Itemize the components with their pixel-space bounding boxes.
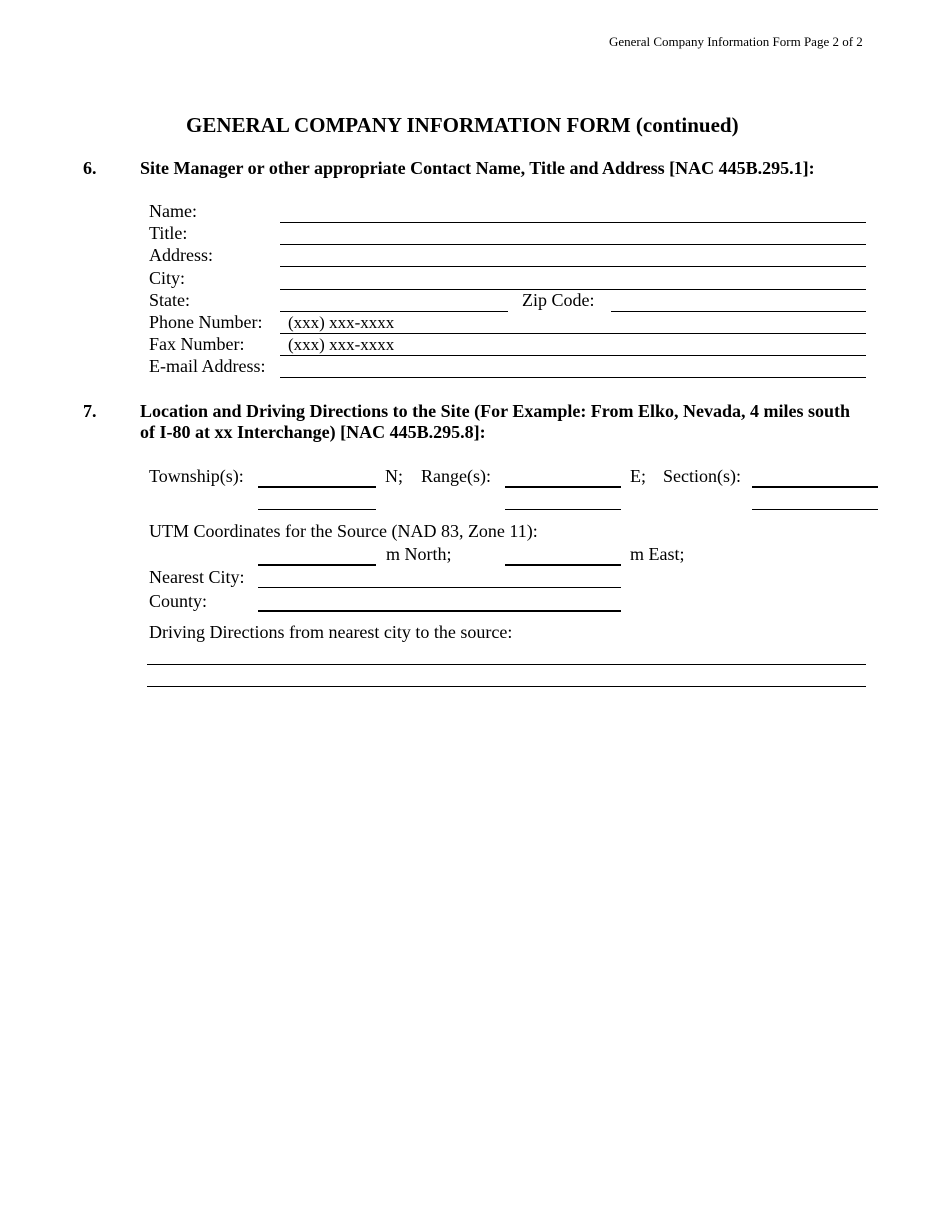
township-label: Township(s): [149,466,244,486]
title-field[interactable] [280,244,866,245]
name-field[interactable] [280,222,866,223]
county-field[interactable] [258,610,621,612]
phone-number-underline [280,333,866,334]
nearest-city-label: Nearest City: [149,567,245,587]
city-label: City: [149,268,186,288]
state-label: State: [149,290,190,310]
driving-directions-line-1[interactable] [147,664,866,665]
section-field[interactable] [752,486,878,488]
east-suffix: E; [630,466,646,486]
name-label: Name: [149,201,197,221]
fax-number-underline [280,355,866,356]
zip-code-label: Zip Code: [522,290,595,310]
phone-number-label: Phone Number: [149,312,263,332]
section-6-number: 6. [83,158,97,178]
nearest-city-field[interactable] [258,587,621,588]
section-6-title: Site Manager or other appropriate Contact Name, Title and Address [NAC 445B.295.1]: [140,158,815,178]
township-field[interactable] [258,486,376,488]
address-field[interactable] [280,266,866,267]
range-label: Range(s): [421,466,491,486]
email-address-field[interactable] [280,377,866,378]
section-7-number: 7. [83,401,97,421]
phone-number-field[interactable]: (xxx) xxx-xxxx [288,313,395,332]
zip-code-field[interactable] [611,311,866,312]
county-label: County: [149,591,208,611]
section-field-2[interactable] [752,509,878,510]
email-address-label: E-mail Address: [149,356,266,376]
driving-directions-label: Driving Directions from nearest city to the source: [149,622,513,642]
m-north-label: m North; [386,544,452,564]
fax-number-field[interactable]: (xxx) xxx-xxxx [288,335,395,354]
m-east-label: m East; [630,544,685,564]
address-label: Address: [149,245,213,265]
form-title: GENERAL COMPANY INFORMATION FORM (continued) [186,113,739,137]
north-suffix: N; [385,466,403,486]
title-label: Title: [149,223,188,243]
city-field[interactable] [280,289,866,290]
section-7-title-line2: of I-80 at xx Interchange) [NAC 445B.295.8]: [140,422,486,442]
section-7-title-line1: Location and Driving Directions to the Site (For Example: From Elko, Nevada, 4 miles south [140,401,850,421]
state-field[interactable] [280,311,508,312]
utm-coordinates-label: UTM Coordinates for the Source (NAD 83, Zone 11): [149,521,538,541]
utm-east-field[interactable] [505,564,621,566]
driving-directions-line-2[interactable] [147,686,866,687]
utm-north-field[interactable] [258,564,376,566]
section-label: Section(s): [663,466,741,486]
fax-number-label: Fax Number: [149,334,245,354]
range-field[interactable] [505,486,621,488]
range-field-2[interactable] [505,509,621,510]
township-field-2[interactable] [258,509,376,510]
page-header: General Company Information Form Page 2 of 2 [609,34,863,49]
